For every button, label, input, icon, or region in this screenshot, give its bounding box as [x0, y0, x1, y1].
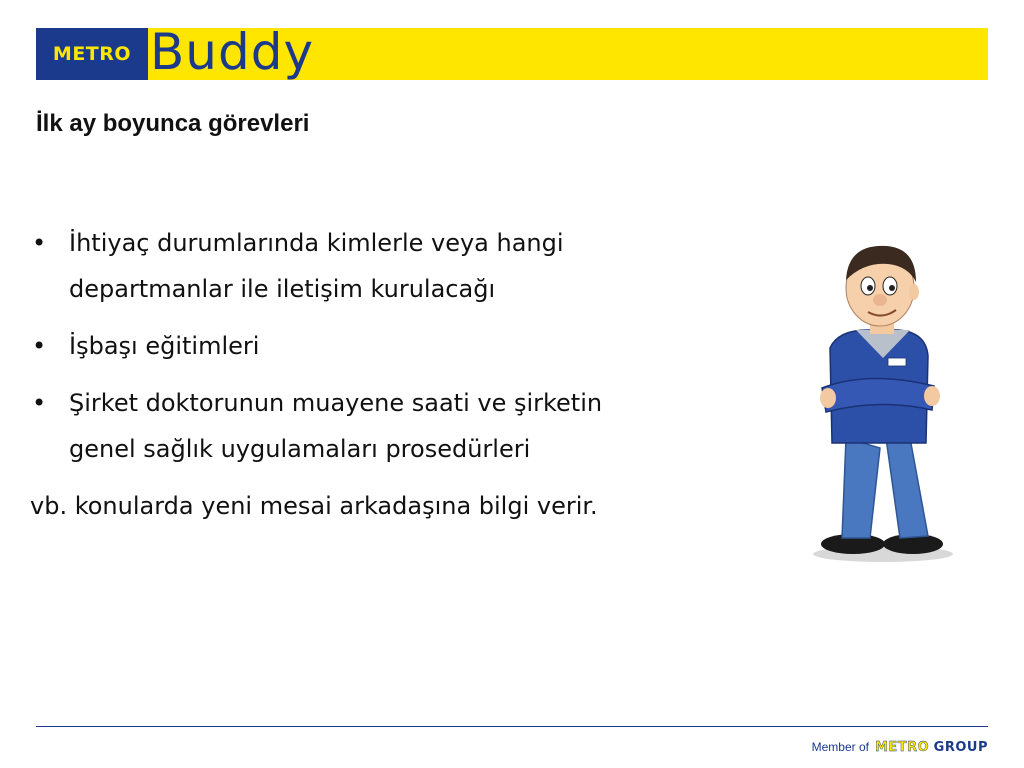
buddy-title: Buddy	[150, 23, 315, 81]
member-of-label: Member of	[811, 740, 869, 754]
page-title: İlk ay boyunca görevleri	[36, 110, 310, 137]
metro-logo	[36, 28, 148, 80]
slide-content	[30, 220, 730, 529]
footer-divider	[36, 726, 988, 727]
bullet-item	[30, 323, 730, 369]
closing-text: vb. konularda yeni mesai arkadaşına bilgi verir.	[30, 492, 598, 520]
metro-logo-text: METRO	[52, 43, 132, 65]
bullet-list	[30, 220, 730, 472]
bullet-line: departmanlar ile iletişim kurulacağı	[69, 275, 496, 303]
metro-group-logo-group: GROUP	[933, 740, 988, 755]
bullet-line: • Şirket doktorunun muayene saati ve şirketin	[69, 389, 603, 417]
bullet-line: • İhtiyaç durumlarında kimlerle veya hangi	[69, 229, 564, 257]
bullet-line: • İşbaşı eğitimleri	[69, 332, 260, 360]
cartoon-man-arms-crossed-icon	[808, 238, 958, 573]
footer	[812, 738, 988, 756]
bullet-line: genel sağlık uygulamaları prosedürleri	[69, 435, 531, 463]
bullet-item	[30, 220, 730, 312]
metro-group-logo-metro: METRO	[874, 740, 930, 755]
metro-group-logo	[875, 738, 988, 756]
bullet-item	[30, 380, 730, 472]
